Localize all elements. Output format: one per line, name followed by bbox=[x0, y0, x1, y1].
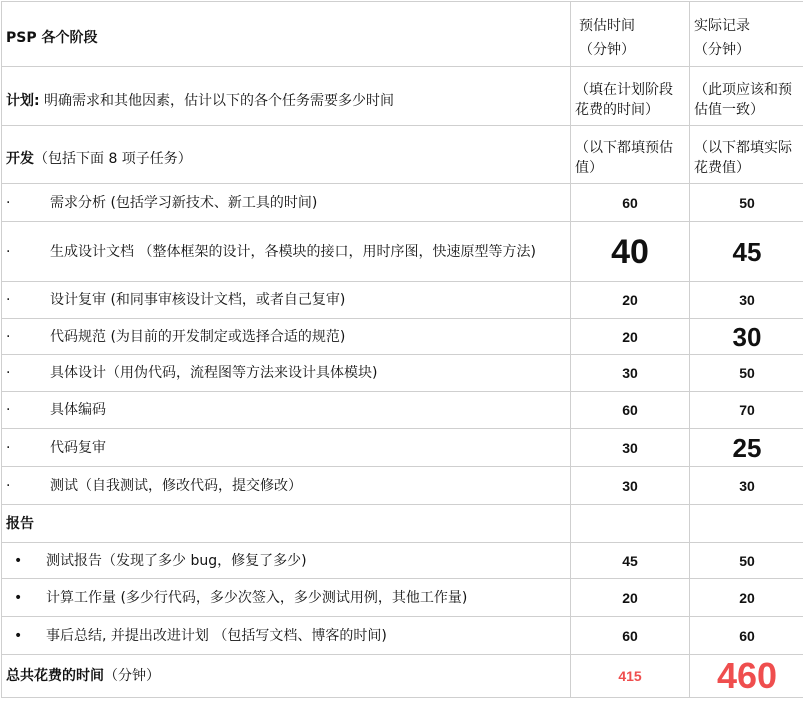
row-marker: · bbox=[6, 439, 11, 456]
plan-label-rest: 明确需求和其他因素，估计以下的各个任务需要多少时间 bbox=[39, 92, 395, 109]
task-text: 生成设计文档 （整体框架的设计，各模块的接口，用时序图，快速原型等方法) bbox=[50, 243, 536, 260]
dev-label-bold: 开发 bbox=[6, 150, 34, 167]
actual-header-line2: （分钟） bbox=[694, 42, 750, 58]
task-text: 测试报告（发现了多少 bug，修复了多少) bbox=[46, 552, 307, 569]
psp-table bbox=[1, 1, 803, 698]
estimated-value: 20 bbox=[571, 579, 690, 617]
dev-row bbox=[2, 126, 803, 184]
table-row bbox=[2, 579, 803, 617]
estimated-value: 40 bbox=[571, 222, 690, 282]
task-label bbox=[2, 222, 571, 282]
estimated-value: 30 bbox=[571, 429, 690, 467]
table-row bbox=[2, 355, 803, 392]
table-row bbox=[2, 222, 803, 282]
report-label: 报告 bbox=[2, 505, 571, 543]
estimated-value: 20 bbox=[571, 282, 690, 319]
row-marker: · bbox=[6, 365, 11, 381]
task-label bbox=[2, 617, 571, 655]
dev-actual-note: （以下都填实际花费值） bbox=[690, 126, 803, 184]
total-label-bold: 总共花费的时间 bbox=[6, 668, 104, 684]
table-row bbox=[2, 392, 803, 429]
task-text: 代码规范 (为目前的开发制定或选择合适的规范) bbox=[50, 328, 346, 345]
actual-value: 45 bbox=[690, 222, 803, 282]
estimated-value: 60 bbox=[571, 184, 690, 222]
plan-row bbox=[2, 67, 803, 126]
total-estimated-value: 415 bbox=[571, 655, 690, 698]
plan-label-bold: 计划: bbox=[6, 92, 40, 109]
report-row bbox=[2, 505, 803, 543]
total-label-rest: （分钟） bbox=[104, 668, 160, 684]
task-label bbox=[2, 467, 571, 505]
table-row bbox=[2, 429, 803, 467]
task-label bbox=[2, 543, 571, 579]
actual-value: 60 bbox=[690, 617, 803, 655]
estimated-value: 30 bbox=[571, 467, 690, 505]
row-marker: · bbox=[6, 292, 11, 308]
actual-value: 50 bbox=[690, 184, 803, 222]
dev-estimated-note: （以下都填预估值） bbox=[571, 126, 690, 184]
dev-label bbox=[2, 126, 571, 184]
task-label bbox=[2, 579, 571, 617]
actual-header-line1: 实际记录 bbox=[694, 18, 750, 34]
estimated-value: 45 bbox=[571, 543, 690, 579]
dev-label-rest: （包括下面 8 项子任务） bbox=[34, 150, 192, 167]
task-text: 代码复审 bbox=[50, 439, 106, 456]
actual-value: 50 bbox=[690, 355, 803, 392]
row-marker: · bbox=[6, 194, 11, 211]
total-label bbox=[2, 655, 571, 698]
actual-value: 50 bbox=[690, 543, 803, 579]
task-text: 具体编码 bbox=[50, 402, 106, 418]
task-label bbox=[2, 319, 571, 355]
task-label bbox=[2, 282, 571, 319]
row-marker: · bbox=[6, 328, 11, 345]
table-row bbox=[2, 184, 803, 222]
table-row bbox=[2, 467, 803, 505]
actual-value: 30 bbox=[690, 319, 803, 355]
estimated-value: 60 bbox=[571, 617, 690, 655]
header-row bbox=[2, 2, 803, 67]
total-row bbox=[2, 655, 803, 698]
plan-actual-note: （此项应该和预估值一致） bbox=[690, 67, 803, 126]
phase-header: PSP 各个阶段 bbox=[2, 2, 571, 67]
estimated-header bbox=[571, 2, 690, 67]
table-row bbox=[2, 282, 803, 319]
actual-value: 20 bbox=[690, 579, 803, 617]
row-marker: • bbox=[14, 589, 23, 606]
row-marker: • bbox=[14, 627, 23, 644]
estimated-value: 30 bbox=[571, 355, 690, 392]
task-label bbox=[2, 355, 571, 392]
total-actual-value: 460 bbox=[690, 655, 803, 698]
estimated-value: 20 bbox=[571, 319, 690, 355]
task-text: 计算工作量 (多少行代码，多少次签入，多少测试用例，其他工作量) bbox=[46, 589, 468, 606]
actual-header bbox=[690, 2, 803, 67]
actual-value: 30 bbox=[690, 467, 803, 505]
task-label bbox=[2, 392, 571, 429]
estimated-header-line1: 预估时间 bbox=[579, 18, 635, 34]
task-text: 设计复审 (和同事审核设计文档，或者自己复审) bbox=[50, 292, 346, 308]
row-marker: · bbox=[6, 477, 11, 494]
actual-value: 70 bbox=[690, 392, 803, 429]
task-label bbox=[2, 429, 571, 467]
table-row bbox=[2, 319, 803, 355]
plan-estimated-note: （填在计划阶段花费的时间） bbox=[571, 67, 690, 126]
task-label bbox=[2, 184, 571, 222]
table-row bbox=[2, 617, 803, 655]
row-marker: · bbox=[6, 243, 11, 260]
row-marker: · bbox=[6, 402, 11, 418]
estimated-header-line2: （分钟） bbox=[579, 42, 635, 58]
task-text: 需求分析 (包括学习新技术、新工具的时间) bbox=[50, 194, 318, 211]
task-text: 具体设计（用伪代码，流程图等方法来设计具体模块) bbox=[50, 365, 378, 381]
actual-value: 25 bbox=[690, 429, 803, 467]
row-marker: • bbox=[14, 552, 23, 569]
table-row bbox=[2, 543, 803, 579]
report-estimated-empty bbox=[571, 505, 690, 543]
report-actual-empty bbox=[690, 505, 803, 543]
task-text: 事后总结, 并提出改进计划 （包括写文档、博客的时间) bbox=[46, 627, 387, 644]
plan-label bbox=[2, 67, 571, 126]
task-text: 测试（自我测试，修改代码，提交修改） bbox=[50, 477, 302, 494]
estimated-value: 60 bbox=[571, 392, 690, 429]
actual-value: 30 bbox=[690, 282, 803, 319]
